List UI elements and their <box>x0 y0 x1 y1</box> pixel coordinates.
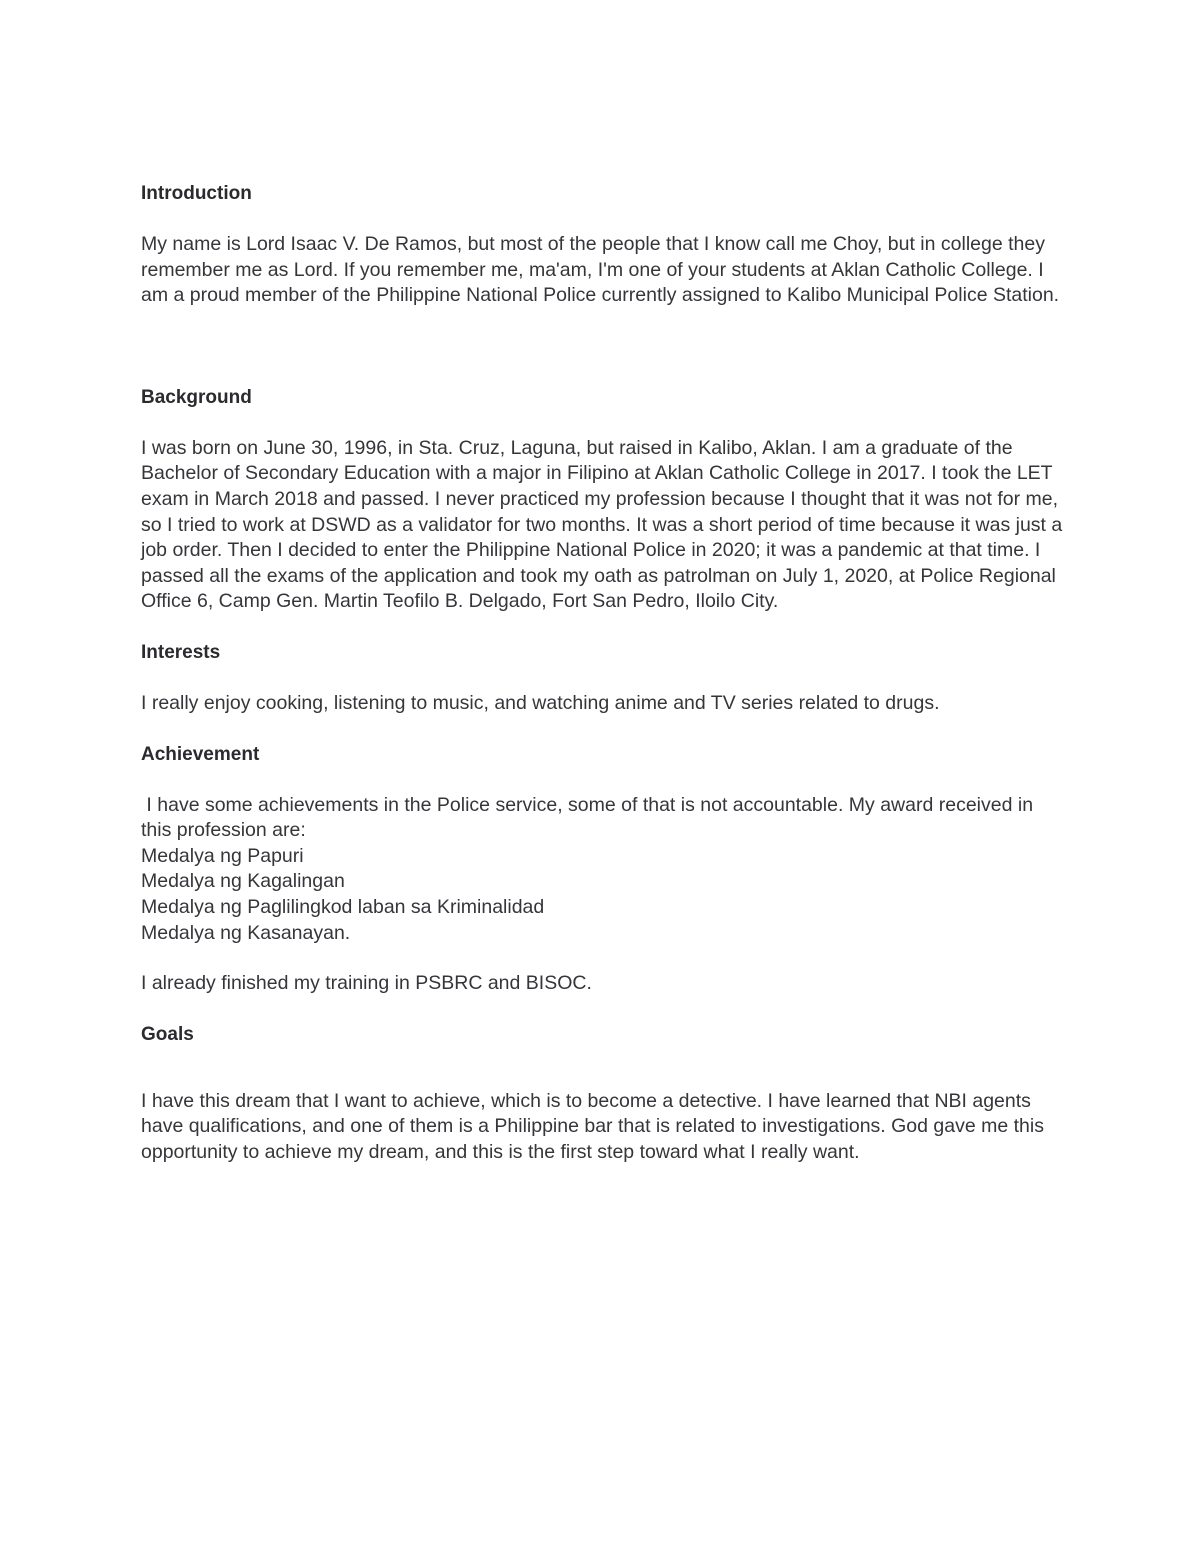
document-page <box>141 181 1066 1165</box>
achievement-intro: I have some achievements in the Police service, some of that is not accountable. My award received in this profession are: <box>141 793 1039 842</box>
background-heading: Background <box>141 386 252 408</box>
training-paragraph: I already finished my training in PSBRC and BISOC. <box>141 972 592 995</box>
award-item: Medalya ng Paglilingkod laban sa Kriminalidad <box>141 895 545 918</box>
introduction-paragraph: My name is Lord Isaac V. De Ramos, but most of the people that I know call me Choy, but in college they remember me as Lord. If you remember me, ma'am, I'm one of your students at Aklan Catholic College. I am a proud member of the Philippine National Police currently assigned to Kalibo Municipal Police Station. <box>141 233 1060 307</box>
interests-heading: Interests <box>141 641 221 663</box>
background-paragraph: I was born on June 30, 1996, in Sta. Cruz, Laguna, but raised in Kalibo, Aklan. I am a graduate of the Bachelor of Secondary Education with a major in Filipino at Aklan Catholic College in 2017. I took the LET exam in March 2018 and passed. I never practiced my profession because I thought that it was not for me, so I tried to work at DSWD as a validator for two months. It was a short period of time because it was just a job order. Then I decided to enter the Philippine National Police in 2020; it was a pandemic at that time. I passed all the exams of the application and took my oath as patrolman on July 1, 2020, at Police Regional Office 6, Camp Gen. Martin Teofilo B. Delgado, Fort San Pedro, Iloilo City. <box>141 436 1063 613</box>
goals-paragraph: I have this dream that I want to achieve, which is to become a detective. I have learned that NBI agents have qualifications, and one of them is a Philippine bar that is related to investigations. God gave me this opportunity to achieve my dream, and this is the first step toward what I really want. <box>141 1089 1044 1163</box>
award-item: Medalya ng Papuri <box>141 844 304 867</box>
award-item: Medalya ng Kasanayan. <box>141 921 351 944</box>
goals-heading: Goals <box>141 1023 194 1045</box>
award-list <box>141 844 1066 946</box>
achievement-heading: Achievement <box>141 743 260 765</box>
interests-paragraph: I really enjoy cooking, listening to music, and watching anime and TV series related to drugs. <box>141 691 940 714</box>
award-item: Medalya ng Kagalingan <box>141 870 345 893</box>
introduction-heading: Introduction <box>141 183 252 204</box>
